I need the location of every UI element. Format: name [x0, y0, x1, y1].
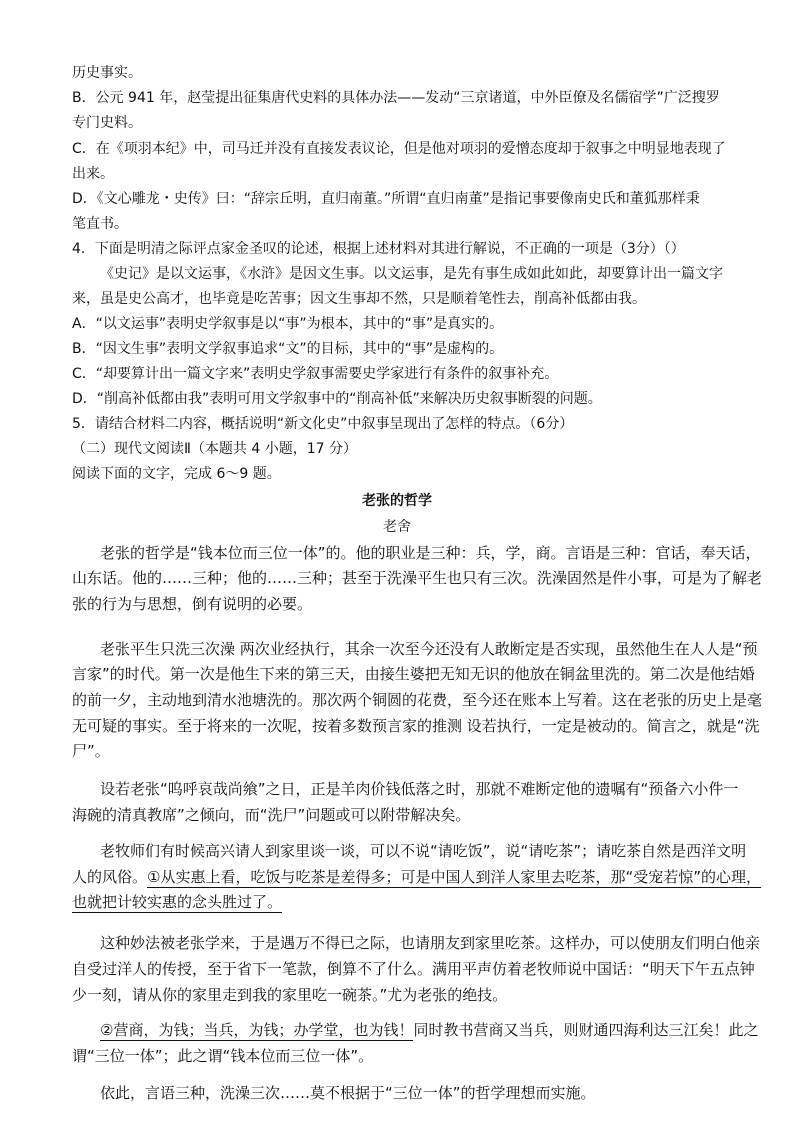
paragraph-text: 同时教书营商又当兵，则财通四海利达三江矣！此之: [413, 1021, 759, 1039]
paragraph-line: 少一刻，请从你的家里走到我的家里吃一碗茶。”尤为老张的绝技。: [72, 986, 508, 1004]
paragraph-line: 山东话。他的……三种；他的……三种；甚至于洗澡平生也只有三次。洗澡固然是件小事，可是为了解老: [72, 569, 763, 587]
paragraph-line: 老张平生只洗三次澡 两次业经执行，其余一次至今还没有人敢断定是否实现，虽然他生在人人是“预: [100, 640, 758, 658]
text-line: 历史事实。: [72, 65, 142, 81]
paragraph-line: 自受过洋人的传授，至于省下一笔款，倒算不了什么。满用平声仿着老牧师说中国话：“明天下午五点钟: [72, 960, 755, 978]
paragraph-line: [72, 867, 761, 887]
paragraph-line: 尸”。: [72, 742, 110, 760]
option-b-line: B．公元 941 年，赵莹提出征集唐代史料的具体办法——发动“三京诸道，中外臣僚及名儒宿学”广泛搜罗: [72, 90, 720, 106]
section-heading: （二）现代文阅读Ⅱ（本题共 4 小题，17 分）: [72, 441, 357, 457]
paragraph-line: 张的行为与思想，倒有说明的必要。: [72, 595, 313, 613]
text-line: 笔直书。: [72, 216, 128, 232]
quote-line: 《史记》是以文运事，《水浒》是因文生事。以文运事，是先有事生成如此如此，却要算计出一篇文字: [100, 266, 723, 282]
paragraph-line: 海碗的清真教席”之倾向，而“洗尸”问题或可以附带解决矣。: [72, 806, 471, 824]
underlined-sentence-2: ②营商，为钱；当兵，为钱；办学堂，也为钱！: [100, 1021, 414, 1039]
paragraph-text: 人的风俗。: [72, 868, 148, 886]
paragraph-line: 老牧师们有时候高兴请人到家里谈一谈，可以不说“请吃饭”，说“请吃茶”；请吃茶自然是西洋文明: [100, 842, 747, 860]
paragraph-line: 依此，言语三种，洗澡三次……莫不根据于“三位一体”的哲学理想而实施。: [100, 1084, 596, 1102]
underlined-sentence-1: ①从实惠上看，吃饭与吃茶是差得多；可是中国人到洋人家里去吃茶，那“受宠若惊”的心理，: [147, 868, 762, 886]
option-d-line: D．“削高补低都由我”表明可用文学叙事中的“削高补低”来解决历史叙事断裂的问题。: [72, 391, 602, 407]
option-b-line: B．“因文生事”表明文学叙事追求“文”的目标，其中的“事”是虚构的。: [72, 341, 504, 357]
paragraph-line: 谓“三位一体”；此之谓“钱本位而三位一体”。: [72, 1047, 374, 1065]
article-title: 老张的哲学: [362, 493, 432, 509]
article-author: 老舍: [383, 519, 411, 535]
option-a-line: A．“以文运事”表明史学叙事是以“事”为根本，其中的“事”是真实的。: [72, 316, 504, 332]
option-c-line: C．在《项羽本纪》中，司马迁并没有直接发表议论，但是他对项羽的爱憎态度却于叙事之中明显地表现了: [72, 141, 726, 157]
question-5: 5．请结合材料二内容，概括说明“新文化史”中叙事呈现出了怎样的特点。（6分）: [72, 416, 574, 432]
paragraph-line: 无可疑的事实。至于将来的一次呢，按着多数预言家的推测 设若执行，一定是被动的。简言之，就是“洗: [72, 717, 760, 735]
paragraph-line: 言家”的时代。第一次是他生下来的第三天，由接生婆把无知无识的他放在铜盆里洗的。第二次是他结婚: [72, 665, 755, 683]
paragraph-line: [100, 1020, 758, 1040]
underlined-sentence-1: 也就把计较实惠的念头胜过了。: [72, 893, 283, 911]
option-d-line: D．《文心雕龙・史传》曰：“辞宗丘明，直归南董。”所谓“直归南董”是指记事要像南史氏和董狐那样秉: [72, 191, 700, 207]
paragraph-line: 设若老张“呜呼哀哉尚飨”之日，正是羊肉价钱低落之时，那就不难断定他的遗嘱有“预备六小件一: [100, 780, 739, 798]
paragraph-line: 的前一夕，主动地到清水池塘洗的。那次两个铜圆的花费，至今还在账本上写着。这在老张的历史上是毫: [72, 691, 763, 709]
quote-line: 来，虽是史公高才，也毕竟是吃苦事；因文生事却不然，只是顺着笔性去，削高补低都由我。: [72, 291, 646, 307]
option-c-line: C．“却要算计出一篇文字来”表明史学叙事需要史学家进行有条件的叙事补充。: [72, 366, 559, 382]
text-line: 出来。: [72, 166, 114, 182]
paragraph-line: 这种妙法被老张学来，于是遇万不得已之际，也请朋友到家里吃茶。这样办，可以使朋友们明白他亲: [100, 934, 761, 952]
paragraph-line: [72, 892, 282, 912]
instruction-line: 阅读下面的文字，完成 6～9 题。: [72, 466, 281, 482]
paragraph-line: 老张的哲学是“钱本位而三位一体”的。他的职业是三种：兵，学，商。言语是三种：官话，奉天话，: [100, 544, 761, 562]
question-4: 4．下面是明清之际评点家金圣叹的论述，根据上述材料对其进行解说，不正确的一项是（3分）（）: [72, 241, 685, 257]
text-line: 专门史料。: [72, 115, 142, 131]
